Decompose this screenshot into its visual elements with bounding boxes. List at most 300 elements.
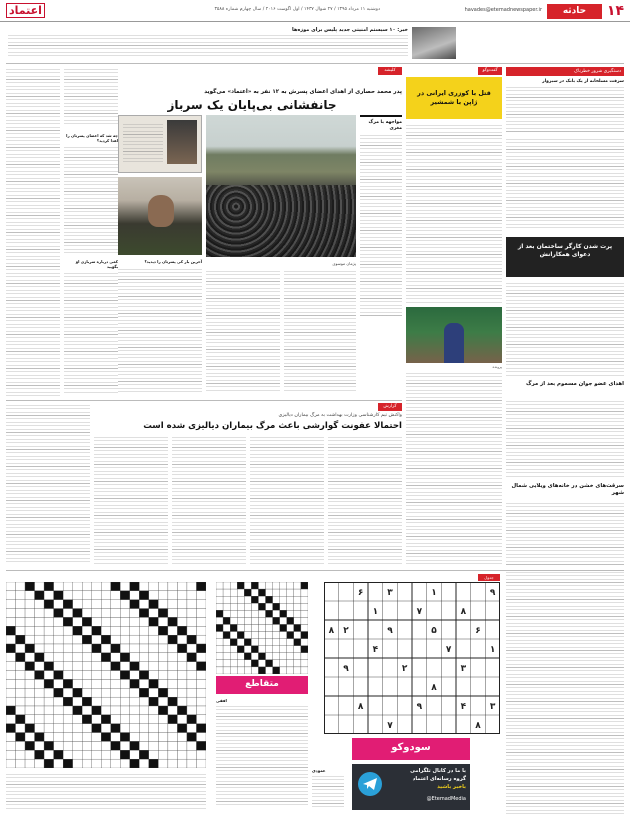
crossword-cell	[101, 662, 111, 671]
crossword-cell	[294, 667, 301, 674]
crossword-cell	[25, 671, 35, 680]
crossword-cell	[35, 741, 45, 750]
crossword-cell	[266, 632, 273, 639]
crossword-cell	[251, 603, 258, 610]
feature-text-2	[406, 371, 502, 567]
crossword-cell	[196, 591, 206, 600]
section-label: حادثه	[547, 4, 602, 19]
sudoku-digit: ۴	[460, 702, 467, 712]
crossword-cell	[54, 617, 64, 626]
crossword-cell	[92, 724, 102, 733]
crossword-cell	[44, 609, 54, 618]
crossword-cell	[196, 662, 206, 671]
crossword-cell	[16, 688, 26, 697]
middle-subhead: واکنش تیم کارشناسی وزارت بهداشت به مرگ بیماران دیالیزی	[278, 413, 402, 418]
crossword-cell	[168, 609, 178, 618]
crossword-cell	[130, 688, 140, 697]
crossword-cell	[92, 644, 102, 653]
sudoku-digit: ۸	[328, 626, 335, 636]
section-email[interactable]: havades@etemadnewspaper.ir	[464, 7, 542, 13]
crossword-cell	[287, 660, 294, 667]
crossword-cell	[25, 609, 35, 618]
crossword-cell	[120, 582, 130, 591]
crossword-cell	[294, 639, 301, 646]
dateline: دوشنبه ۱۱ مرداد ۱۳۹۵ / ۲۷ شوال ۱۴۳۷ / اول اگوست ۲۰۱۶ / سال چهارم شماره ۳۵۸۸	[214, 7, 380, 12]
crossword-cell	[120, 635, 130, 644]
crossword-cell	[266, 667, 273, 674]
sudoku-digit: ۱	[489, 645, 496, 655]
crossword-cell	[44, 688, 54, 697]
crossword-cell	[111, 741, 121, 750]
telegram-promo[interactable]	[352, 764, 470, 810]
crossword-cell	[92, 671, 102, 680]
crossword-cell	[280, 596, 287, 603]
main-photo	[206, 115, 356, 257]
middle-text-5	[6, 403, 90, 565]
crossword-cell	[63, 600, 73, 609]
crossword-cell	[294, 653, 301, 660]
crossword-cell	[92, 609, 102, 618]
crossword-cell	[158, 644, 168, 653]
crossword-cell	[25, 759, 35, 768]
crossword-cell	[139, 697, 149, 706]
crossword-cell	[6, 617, 16, 626]
crossword-cell	[266, 639, 273, 646]
crossword-cell	[177, 733, 187, 742]
crossword-cell	[6, 662, 16, 671]
crossword-cell	[251, 617, 258, 624]
brief-column	[506, 67, 624, 567]
crossword-cell	[177, 759, 187, 768]
crossword-cell	[237, 639, 244, 646]
crossword-cell	[25, 582, 35, 591]
promo-line-1: با ما در کانال تلگرامی	[410, 768, 466, 774]
crossword-cell	[149, 679, 159, 688]
crossword-cell	[294, 660, 301, 667]
crossword-cell	[130, 679, 140, 688]
crossword-cell	[301, 632, 308, 639]
crossword-cell	[223, 667, 230, 674]
crossword-cell	[139, 759, 149, 768]
crossword-cell	[6, 591, 16, 600]
sudoku-digit: ۵	[431, 626, 437, 636]
crossword-cell	[287, 589, 294, 596]
crossword-cell	[139, 635, 149, 644]
crossword-cell	[177, 741, 187, 750]
crossword-cell	[101, 582, 111, 591]
crossword-cell	[258, 617, 265, 624]
crossword-cell	[158, 582, 168, 591]
crossword-cell	[16, 724, 26, 733]
crossword-cell	[82, 741, 92, 750]
crossword-cell	[187, 609, 197, 618]
crossword-cell	[111, 600, 121, 609]
crossword-cell	[266, 603, 273, 610]
crossword-cell	[44, 591, 54, 600]
feature-headline-box	[406, 77, 502, 119]
crossword-cell	[73, 644, 83, 653]
crossword-cell	[54, 724, 64, 733]
crossword-cell	[237, 582, 244, 589]
puzzle-area	[6, 574, 500, 814]
crossword-cell	[149, 626, 159, 635]
crossword-cell	[111, 759, 121, 768]
crossword-cell	[16, 733, 26, 742]
crossword-cell	[44, 617, 54, 626]
crossword-cell	[16, 582, 26, 591]
crossword-cell	[111, 733, 121, 742]
puzzle-section-label: جدول	[478, 574, 500, 581]
crossword-cell	[168, 591, 178, 600]
crossword-cell	[63, 688, 73, 697]
crossword-cell	[168, 671, 178, 680]
large-crossword	[6, 582, 206, 768]
top-strip-title: خبر: ۱۰ سیستم امنیتی جدید پلیس برای موزه‌ها	[291, 27, 408, 33]
crossword-cell	[139, 591, 149, 600]
crossword-cell	[44, 750, 54, 759]
crossword-cell	[149, 688, 159, 697]
sudoku-digit: ۹	[387, 626, 393, 636]
feature-photo	[406, 307, 502, 363]
crossword-cell	[25, 741, 35, 750]
crossword-cell	[130, 591, 140, 600]
crossword-cell	[230, 639, 237, 646]
crossword-cell	[273, 653, 280, 660]
crossword-cell	[63, 679, 73, 688]
crossword-cell	[301, 624, 308, 631]
crossword-cell	[168, 617, 178, 626]
crossword-cell	[54, 715, 64, 724]
crossword-cell	[301, 660, 308, 667]
crossword-cell	[258, 589, 265, 596]
sudoku-digit: ۹	[489, 588, 496, 598]
crossword-cell	[266, 624, 273, 631]
crossword-cell	[139, 688, 149, 697]
crossword-cell	[287, 603, 294, 610]
crossword-cell	[196, 600, 206, 609]
crossword-clues-across	[216, 704, 308, 808]
crossword-cell	[35, 626, 45, 635]
crossword-cell	[54, 644, 64, 653]
crossword-cell	[73, 671, 83, 680]
sudoku-grid	[324, 582, 500, 734]
crossword-cell	[158, 715, 168, 724]
crossword-cell	[287, 624, 294, 631]
crossword-cell	[101, 671, 111, 680]
crossword-cell	[196, 697, 206, 706]
crossword-cell	[120, 671, 130, 680]
crossword-cell	[101, 679, 111, 688]
portrait-face	[148, 195, 174, 227]
crossword-cell	[196, 706, 206, 715]
crossword-cell	[130, 697, 140, 706]
crossword-cell	[139, 662, 149, 671]
crossword-cell	[16, 715, 26, 724]
crossword-cell	[216, 617, 223, 624]
crossword-cell	[251, 639, 258, 646]
crossword-cell	[82, 679, 92, 688]
crossword-cell	[273, 603, 280, 610]
crossword-cell	[63, 697, 73, 706]
crossword-cell	[44, 724, 54, 733]
crossword-cell	[230, 667, 237, 674]
down-label: عمودی	[312, 768, 326, 773]
crossword-cell	[73, 733, 83, 742]
main-headline: جانفشانی بی‌پایان یک سرباز	[167, 98, 337, 112]
crossword-cell	[92, 653, 102, 662]
crossword-cell	[130, 750, 140, 759]
crossword-cell	[139, 617, 149, 626]
crossword-cell	[139, 626, 149, 635]
crossword-cell	[244, 582, 251, 589]
brief-feature-box	[506, 237, 624, 277]
crossword-cell	[223, 582, 230, 589]
crossword-cell	[258, 646, 265, 653]
crossword-cell	[73, 591, 83, 600]
crossword-cell	[54, 733, 64, 742]
crossword-cell	[6, 626, 16, 635]
crossword-cell	[158, 635, 168, 644]
photo-caption: آخرین بار کی پسرتان را دیدید؟	[144, 259, 202, 264]
crossword-cell	[54, 653, 64, 662]
masthead	[0, 0, 630, 22]
sudoku-digit: ۹	[416, 702, 423, 712]
crossword-cell	[130, 609, 140, 618]
crossword-cell	[35, 600, 45, 609]
crossword-cell	[258, 667, 265, 674]
crossword-cell	[44, 635, 54, 644]
crossword-cell	[149, 600, 159, 609]
crossword-cell	[223, 610, 230, 617]
crossword-cell	[73, 653, 83, 662]
crossword-cell	[149, 697, 159, 706]
crossword-cell	[44, 759, 54, 768]
crossword-cell	[63, 750, 73, 759]
crossword-cell	[63, 662, 73, 671]
crossword-cell	[54, 635, 64, 644]
crossword-cell	[130, 617, 140, 626]
across-label: افقی	[216, 698, 227, 703]
crossword-cell	[216, 596, 223, 603]
crossword-cell	[266, 596, 273, 603]
crossword-cell	[168, 679, 178, 688]
crossword-cell	[280, 667, 287, 674]
crossword-cell	[139, 706, 149, 715]
crossword-cell	[63, 644, 73, 653]
crossword-cell	[44, 741, 54, 750]
crossword-clues-down	[312, 774, 344, 808]
crossword-cell	[187, 697, 197, 706]
crossword-cell	[120, 697, 130, 706]
crossword-cell	[73, 724, 83, 733]
crossword-cell	[158, 591, 168, 600]
crossword-cell	[230, 617, 237, 624]
crossword-cell	[258, 582, 265, 589]
crossword-cell	[130, 733, 140, 742]
crossword-cell	[149, 591, 159, 600]
crossword-cell	[6, 582, 16, 591]
crossword-cell	[187, 733, 197, 742]
crossword-cell	[230, 582, 237, 589]
crossword-cell	[92, 741, 102, 750]
top-strip-photo	[412, 27, 456, 59]
crossword-cell	[280, 617, 287, 624]
crossword-cell	[6, 600, 16, 609]
crossword-cell	[287, 610, 294, 617]
crossword-cell	[101, 653, 111, 662]
crossword-cell	[149, 653, 159, 662]
crossword-cell	[230, 624, 237, 631]
portrait-card-text	[123, 122, 163, 162]
crossword-cell	[73, 609, 83, 618]
crossword-cell	[196, 617, 206, 626]
crossword-cell	[130, 662, 140, 671]
crossword-cell	[92, 750, 102, 759]
crossword-cell	[111, 591, 121, 600]
crossword-cell	[177, 671, 187, 680]
brief-text-3	[506, 281, 624, 376]
crossword-cell	[273, 617, 280, 624]
crossword-cell	[63, 706, 73, 715]
crossword-cell	[16, 635, 26, 644]
divider	[6, 570, 624, 571]
crossword-cell	[294, 624, 301, 631]
portrait-card-photo	[167, 120, 197, 164]
crossword-title: متقاطع	[245, 679, 279, 689]
feature-text-1	[406, 123, 502, 303]
sudoku-title: سودوکو	[391, 742, 431, 753]
crossword-cell	[273, 624, 280, 631]
sudoku-digit: ۷	[387, 721, 393, 731]
crossword-cell	[187, 582, 197, 591]
crossword-cell	[251, 646, 258, 653]
main-story	[6, 67, 402, 397]
crossword-cell	[273, 646, 280, 653]
crossword-cell	[187, 715, 197, 724]
crossword-cell	[6, 724, 16, 733]
crossword-cell	[223, 624, 230, 631]
crossword-cell	[35, 617, 45, 626]
brief-headline-3: اهدای عضو جوان مسموم بعد از مرگ	[526, 381, 624, 387]
crossword-cell	[44, 671, 54, 680]
crossword-cell	[92, 582, 102, 591]
sudoku-digit: ۶	[357, 588, 364, 598]
crossword-cell	[139, 671, 149, 680]
crossword-cell	[130, 715, 140, 724]
crossword-cell	[280, 603, 287, 610]
crossword-cell	[82, 688, 92, 697]
crossword-cell	[237, 660, 244, 667]
sudoku-digit: ۳	[387, 588, 393, 598]
brief-text-1	[506, 85, 624, 133]
crossword-cell	[16, 626, 26, 635]
main-text-left-1	[6, 67, 60, 397]
sudoku-digit: ۲	[401, 664, 408, 674]
crossword-cell	[101, 609, 111, 618]
crossword-cell	[158, 617, 168, 626]
sudoku-digit: ۱	[431, 588, 437, 598]
crossword-cell	[301, 596, 308, 603]
crossword-cell	[168, 653, 178, 662]
crossword-cell	[35, 582, 45, 591]
crossword-cell	[35, 679, 45, 688]
brief-text-2	[506, 137, 624, 231]
crossword-cell	[158, 750, 168, 759]
crossword-cell	[92, 706, 102, 715]
crossword-cell	[177, 635, 187, 644]
crossword-cell	[237, 603, 244, 610]
crossword-cell	[149, 715, 159, 724]
crossword-cell	[280, 610, 287, 617]
crossword-cell	[120, 750, 130, 759]
crossword-cell	[111, 644, 121, 653]
crossword-cell	[251, 596, 258, 603]
crossword-cell	[82, 626, 92, 635]
crossword-cell	[230, 660, 237, 667]
crossword-cell	[168, 715, 178, 724]
crossword-cell	[73, 697, 83, 706]
crossword-cell	[177, 591, 187, 600]
crossword-cell	[6, 609, 16, 618]
crossword-cell	[35, 644, 45, 653]
crossword-cell	[149, 671, 159, 680]
crossword-cell	[120, 653, 130, 662]
crossword-cell	[216, 653, 223, 660]
crossword-cell	[168, 706, 178, 715]
crossword-cell	[111, 635, 121, 644]
crossword-cell	[294, 582, 301, 589]
crossword-cell	[237, 632, 244, 639]
crossword-cell	[73, 626, 83, 635]
crossword-cell	[111, 715, 121, 724]
crossword-cell	[230, 596, 237, 603]
crossword-cell	[168, 741, 178, 750]
crossword-cell	[187, 626, 197, 635]
crossword-cell	[63, 626, 73, 635]
crossword-cell	[177, 715, 187, 724]
crossword-cell	[101, 733, 111, 742]
crossword-cell	[54, 600, 64, 609]
crossword-cell	[92, 662, 102, 671]
crossword-cell	[73, 688, 83, 697]
brief-headline-2: پرت شدن کارگر ساختمان بعد از دعوای همکارانش	[517, 243, 613, 258]
crossword-cell	[266, 589, 273, 596]
crossword-cell	[294, 632, 301, 639]
feature-label: گفت‌وگو	[478, 67, 502, 75]
crossword-cell	[130, 626, 140, 635]
crossword-cell	[111, 653, 121, 662]
crossword-cell	[149, 609, 159, 618]
crossword-cell	[177, 679, 187, 688]
crossword-cell	[101, 750, 111, 759]
crossword-cell	[158, 741, 168, 750]
crossword-cell	[230, 603, 237, 610]
crossword-cell	[177, 609, 187, 618]
middle-text-1	[328, 435, 402, 565]
crossword-cell	[273, 582, 280, 589]
crossword-cell	[177, 662, 187, 671]
top-strip	[6, 27, 456, 61]
brief-headline-1: سرقت مسلحانه از یک بانک در سبزوار	[542, 79, 624, 84]
crossword-cell	[187, 688, 197, 697]
crossword-cell	[287, 617, 294, 624]
crossword-cell	[287, 667, 294, 674]
crossword-cell	[187, 671, 197, 680]
crossword-cell	[82, 750, 92, 759]
crossword-cell	[54, 688, 64, 697]
crossword-cell	[63, 635, 73, 644]
crossword-cell	[35, 591, 45, 600]
